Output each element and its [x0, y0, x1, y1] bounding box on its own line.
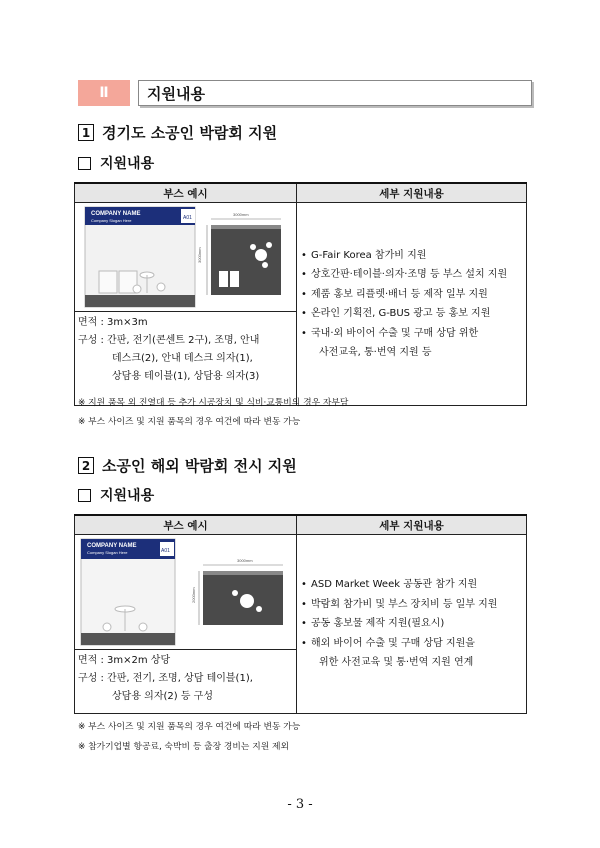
item1-number: 1 — [78, 124, 94, 141]
checkbox-square-icon — [78, 489, 91, 502]
booth-illustration — [75, 535, 296, 649]
item1-title: 경기도 소공인 박람회 지원 — [102, 124, 278, 142]
detail-item: • ASD Market Week 공동관 참가 지원 — [301, 575, 526, 595]
booth-sign-text: COMPANY NAME — [91, 211, 141, 217]
booth-number: A01 — [161, 548, 170, 554]
booth-sign-sub: Company Slogan Here — [91, 218, 132, 223]
item1-note-1: ※ 지원 품목 외 진열대 등 추가 시공장치 및 식비·교통비의 경우 자부담 — [78, 398, 349, 408]
booth-cell — [75, 203, 297, 406]
booth-image-area — [75, 535, 296, 649]
item2-number: 2 — [78, 457, 94, 474]
col-header-booth: 부스 예시 — [75, 515, 297, 535]
dim-height: 3000mm — [197, 247, 202, 263]
item2-sub: 지원내용 — [100, 488, 155, 504]
dim-width: 3000mm — [233, 212, 249, 217]
page-number: - 3 - — [287, 797, 313, 812]
booth-illustration — [75, 203, 296, 311]
detail-item-continued: 위한 사전교육 및 통·번역 지원 연계 — [319, 657, 474, 669]
item1-sub: 지원내용 — [100, 156, 155, 172]
booth-area: 면적 : 3m×3m — [78, 317, 148, 328]
col-header-detail: 세부 지원내용 — [297, 515, 527, 535]
section-title: 지원내용 — [138, 80, 532, 106]
booth-composition-1: 구성 : 간판, 전기(콘센트 2구), 조명, 안내 — [78, 335, 260, 346]
booth-sign-sub: Company Slogan Here — [87, 550, 128, 555]
dim-height: 2000mm — [191, 587, 196, 603]
detail-cell — [297, 203, 527, 406]
item2-note-1: ※ 부스 사이즈 및 지원 품목의 경우 여건에 따라 변동 가능 — [78, 722, 301, 732]
item2-heading — [78, 455, 297, 476]
booth-area: 면적 : 3m×2m 상당 — [78, 655, 171, 666]
detail-item: • 해외 바이어 수출 및 구매 상담 지원을 — [301, 634, 526, 654]
booth-composition-1: 구성 : 간판, 전기, 조명, 상담 테이블(1), — [78, 673, 253, 684]
item1-note-2: ※ 부스 사이즈 및 지원 품목의 경우 여건에 따라 변동 가능 — [78, 417, 301, 427]
item1-heading — [78, 122, 277, 143]
detail-list — [301, 575, 526, 673]
col-header-detail: 세부 지원내용 — [297, 183, 527, 203]
detail-item: • 공동 홍보물 제작 지원(필요시) — [301, 614, 526, 634]
detail-item: • 온라인 기획전, G-BUS 광고 등 홍보 지원 — [301, 304, 526, 324]
booth-composition-2: 데스크(2), 안내 데스크 의자(1), — [112, 353, 253, 364]
item2-table — [74, 514, 527, 714]
checkbox-square-icon — [78, 157, 91, 170]
item1-subheading — [78, 153, 154, 173]
detail-cell — [297, 535, 527, 714]
booth-description — [75, 311, 296, 388]
col-header-booth: 부스 예시 — [75, 183, 297, 203]
detail-item: • 박람회 참가비 및 부스 장치비 등 일부 지원 — [301, 595, 526, 615]
section-number: Ⅱ — [78, 80, 130, 106]
item1-table — [74, 182, 527, 406]
booth-cell — [75, 535, 297, 714]
booth-number: A01 — [183, 215, 192, 221]
section-header — [78, 80, 524, 106]
detail-item: • 제품 홍보 리플렛·배너 등 제작 일부 지원 — [301, 285, 526, 305]
detail-item: • 상호간판·테이블·의자·조명 등 부스 설치 지원 — [301, 265, 526, 285]
detail-item: • 국내·외 바이어 수출 및 구매 상담 위한 — [301, 324, 526, 344]
detail-item-continued: 사전교육, 통·번역 지원 등 — [319, 347, 432, 358]
dim-width: 3000mm — [237, 558, 253, 563]
booth-composition-2: 상담용 의자(2) 등 구성 — [112, 691, 213, 702]
item2-subheading — [78, 485, 154, 505]
booth-composition-3: 상담용 테이블(1), 상담용 의자(3) — [112, 371, 260, 382]
booth-image-area — [75, 203, 296, 311]
booth-sign-text: COMPANY NAME — [87, 543, 137, 549]
item2-title: 소공인 해외 박람회 전시 지원 — [102, 457, 297, 475]
item2-note-2: ※ 참가기업별 항공료, 숙박비 등 출장 경비는 지원 제외 — [78, 742, 289, 752]
detail-list — [301, 246, 526, 363]
detail-item: • G-Fair Korea 참가비 지원 — [301, 246, 526, 266]
booth-description — [75, 649, 296, 708]
